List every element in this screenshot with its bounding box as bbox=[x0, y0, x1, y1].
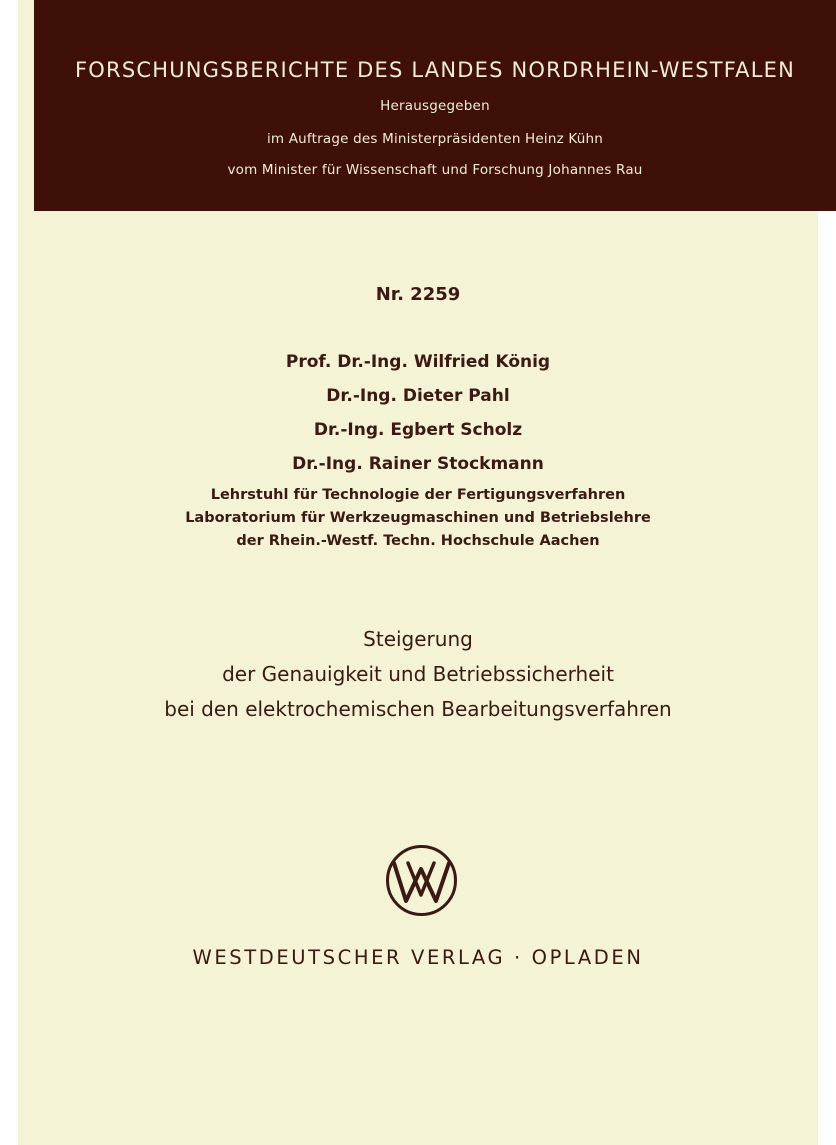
author-list bbox=[0, 345, 836, 481]
title-line: bei den elektrochemischen Bearbeitungsverfahren bbox=[164, 697, 672, 721]
institution-block bbox=[0, 484, 836, 553]
header-band bbox=[34, 0, 836, 211]
title-line: der Genauigkeit und Betriebssicherheit bbox=[222, 662, 614, 686]
editor-line: Herausgegeben bbox=[380, 98, 490, 114]
author-name: Dr.-Ing. Dieter Pahl bbox=[326, 386, 510, 406]
institution-line: Laboratorium für Werkzeugmaschinen und Betriebslehre bbox=[185, 510, 651, 526]
author-name: Prof. Dr.-Ing. Wilfried König bbox=[285, 352, 551, 372]
editor-line: im Auftrage des Ministerpräsidenten Heinz Kühn bbox=[266, 131, 604, 147]
report-number: Nr. 2259 bbox=[375, 284, 461, 305]
editor-line: vom Minister für Wissenschaft und Forschung Johannes Rau bbox=[227, 162, 643, 178]
book-title bbox=[0, 622, 836, 727]
author-name: Dr.-Ing. Rainer Stockmann bbox=[292, 454, 544, 474]
series-title: FORSCHUNGSBERICHTE DES LANDES NORDRHEIN-WESTFALEN bbox=[75, 58, 795, 82]
publisher-name: WESTDEUTSCHER VERLAG · OPLADEN bbox=[192, 946, 644, 969]
institution-line: Lehrstuhl für Technologie der Fertigungsverfahren bbox=[210, 487, 626, 503]
wv-monogram-icon bbox=[384, 843, 459, 918]
institution-line: der Rhein.-Westf. Techn. Hochschule Aachen bbox=[236, 533, 600, 549]
title-line: Steigerung bbox=[363, 627, 473, 651]
author-name: Dr.-Ing. Egbert Scholz bbox=[313, 420, 523, 440]
